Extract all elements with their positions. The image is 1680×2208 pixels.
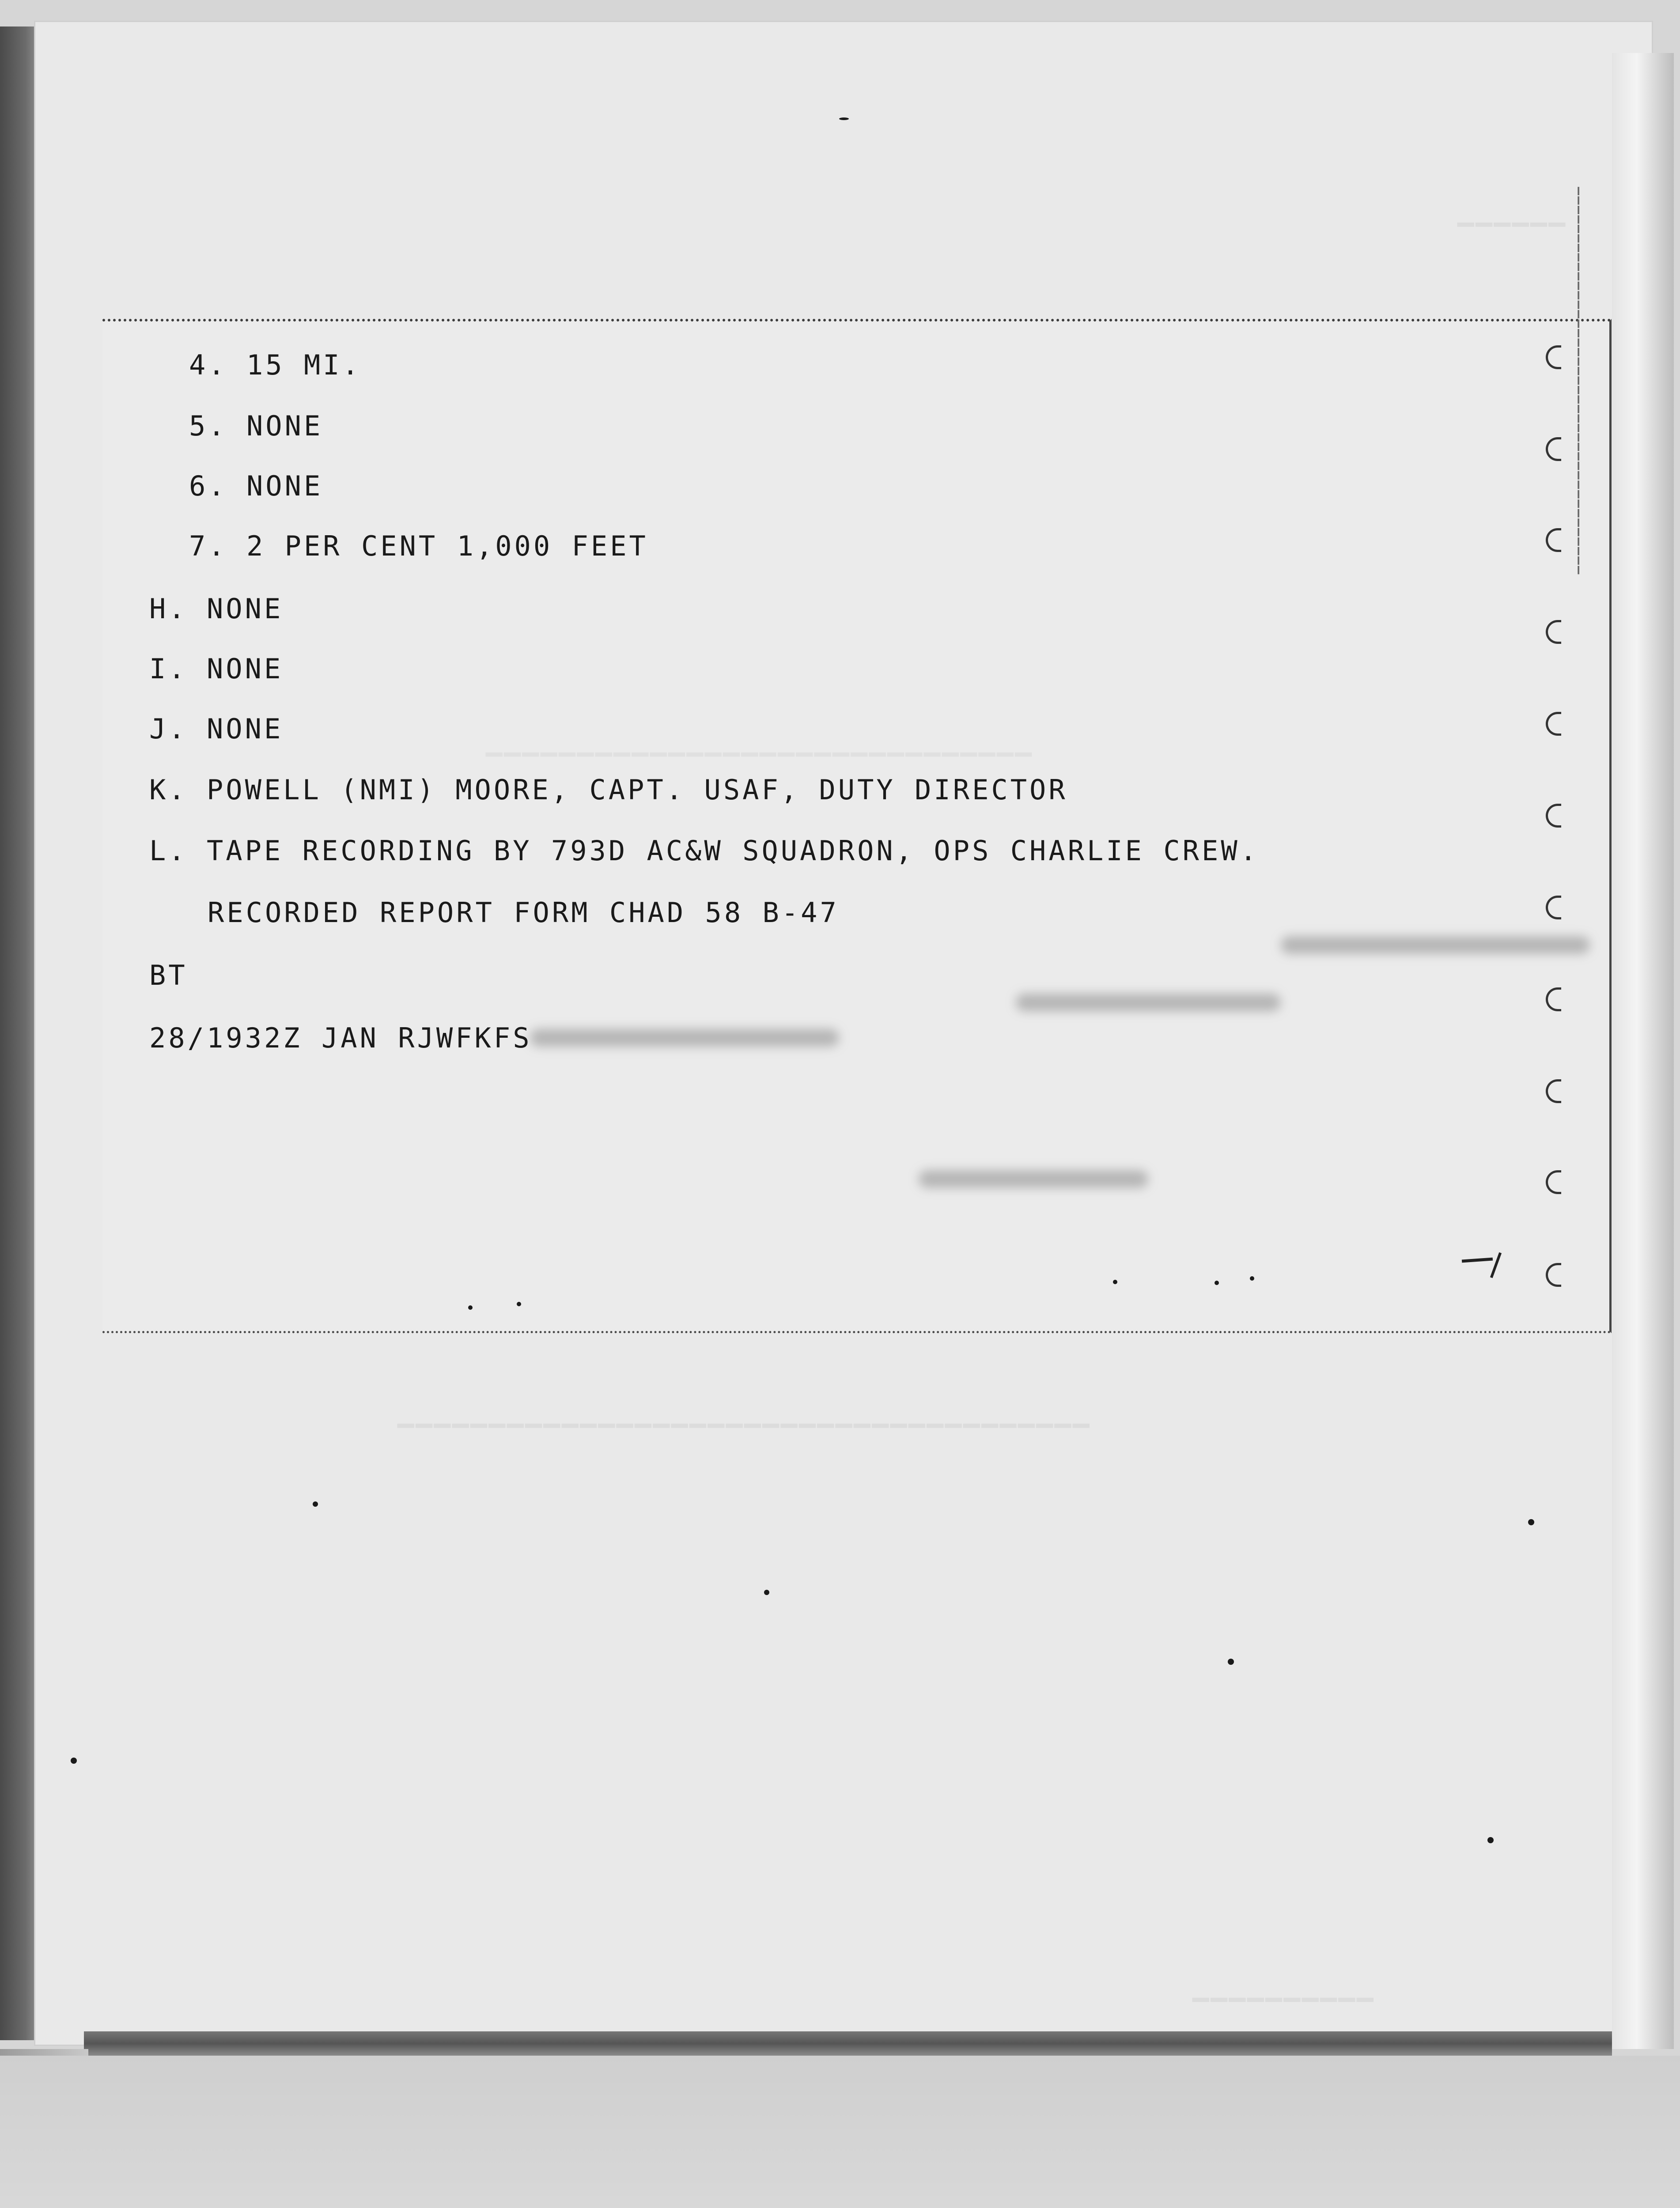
teletype-form bbox=[102, 319, 1612, 1333]
item-i: I. NONE bbox=[149, 653, 284, 685]
sheet-bottom-shadow bbox=[84, 2031, 1612, 2056]
break-marker: BT bbox=[149, 959, 188, 991]
item-k: K. POWELL (NMI) MOORE, CAPT. USAF, DUTY DIRECTOR bbox=[149, 774, 1068, 806]
speck bbox=[1215, 1281, 1219, 1285]
ink-smudge bbox=[1281, 936, 1590, 954]
sheet-right-edge bbox=[1612, 53, 1674, 2049]
item-j: J. NONE bbox=[149, 713, 284, 745]
speck bbox=[1487, 1837, 1494, 1843]
item-h: H. NONE bbox=[149, 593, 284, 625]
ink-smudge bbox=[919, 1170, 1148, 1188]
speck bbox=[1250, 1276, 1254, 1281]
speck bbox=[1528, 1519, 1534, 1525]
form-edge-print: ▁▁▁▁▁▁▁▁▁▁▁▁▁▁▁▁▁▁▁▁▁▁▁▁▁▁▁▁▁▁▁▁▁▁▁▁▁▁▁▁▁ bbox=[1567, 185, 1579, 574]
item-5: 5. NONE bbox=[189, 410, 323, 442]
speck bbox=[1113, 1280, 1117, 1284]
item-l: L. TAPE RECORDING BY 793D AC&W SQUADRON, OPS CHARLIE CREW. bbox=[149, 835, 1259, 867]
ink-smudge bbox=[1016, 994, 1281, 1011]
lower-background bbox=[0, 2056, 1680, 2208]
ink-smudge bbox=[530, 1029, 839, 1047]
item-7: 7. 2 PER CENT 1,000 FEET bbox=[189, 530, 648, 562]
bleed-through-text: ▁▁▁▁▁▁▁▁▁▁ bbox=[1192, 1970, 1375, 2002]
speck bbox=[468, 1305, 473, 1310]
speck bbox=[71, 1758, 77, 1764]
bleed-through-text: ▁▁▁▁▁▁▁▁▁▁▁▁▁▁▁▁▁▁▁▁▁▁▁▁▁▁▁▁▁▁▁▁▁▁▁▁▁▁ bbox=[397, 1395, 1091, 1428]
speck bbox=[313, 1501, 318, 1507]
item-6: 6. NONE bbox=[189, 470, 323, 502]
speck bbox=[839, 117, 849, 120]
date-time-group: 28/1932Z JAN RJWFKFS bbox=[149, 1022, 532, 1054]
speck bbox=[764, 1590, 769, 1595]
bleed-through-text: ▁▁▁▁▁▁▁▁▁▁▁▁▁▁▁▁▁▁▁▁▁▁▁▁▁▁▁▁▁▁ bbox=[486, 724, 1033, 756]
item-4: 4. 15 MI. bbox=[189, 349, 361, 381]
speck bbox=[517, 1302, 521, 1306]
bleed-through-text: ▁▁▁▁▁▁ bbox=[1457, 194, 1567, 227]
speck bbox=[1228, 1659, 1234, 1665]
item-l-continuation: RECORDED REPORT FORM CHAD 58 B-47 bbox=[208, 896, 839, 929]
